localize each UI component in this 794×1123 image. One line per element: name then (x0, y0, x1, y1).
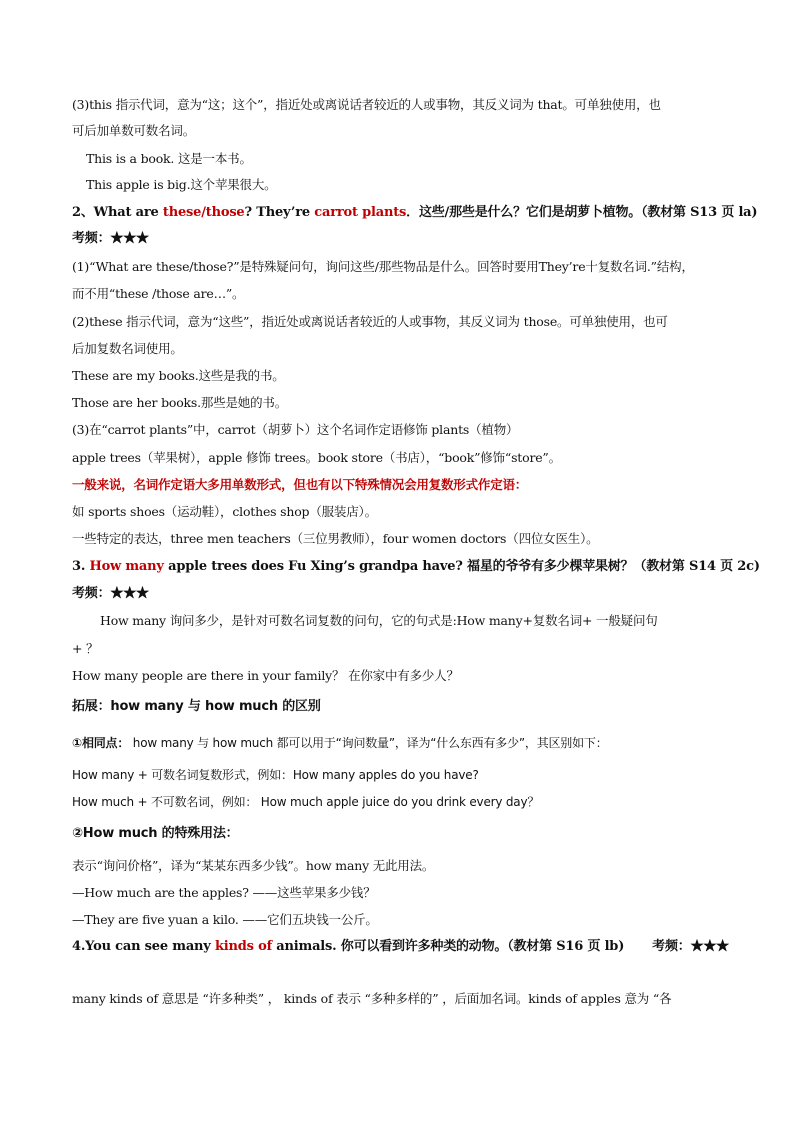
rule-line: How much + 不可数名词，例如： How much apple juice do you drink every day？ (72, 795, 540, 809)
frequency-label: 考频：★★★ (72, 586, 149, 601)
paragraph-line: (1)“What are these/those?”是特殊疑问句，询问这些/那些物品是什么。回答时要用They’re十复数名词.”结构， (72, 259, 694, 274)
example-line: Those are her books.那些是她的书。 (72, 395, 288, 410)
similarity-line (72, 734, 734, 752)
highlight-text: How many (89, 559, 164, 574)
paragraph-line: (2)these 指示代词，意为“这些”，指近处或离说话者较近的人或事物，其反义词为 those。可单独使用，也可 (72, 314, 668, 329)
frequency-label: 考频：★★★ (652, 939, 729, 954)
paragraph-line: many kinds of 意思是 “许多种类” ， kinds of 表示 “多种多样的” ，后面加名词。kinds of apples 意为 “各 (72, 991, 672, 1006)
paragraph-line: How many 询问多少，是针对可数名词复数的问句，它的句式是:How many+复数名词+ 一般疑问句 (100, 613, 658, 628)
extension-title: 拓展：how many 与 how much 的区别 (72, 699, 321, 714)
section-4-heading (72, 938, 734, 956)
highlight-text: these/those (162, 205, 245, 220)
rule-highlight: 一般来说，名词作定语大多用单数形式，但也有以下特殊情况会用复数形式作定语： (72, 477, 528, 492)
paragraph-line: 后加复数名词使用。 (72, 341, 183, 356)
paragraph-line: 如 sports shoes（运动鞋），clothes shop（服装店）。 (72, 504, 377, 519)
highlight-text: carrot plants (314, 205, 407, 220)
heading-text: 3. (72, 559, 90, 574)
paragraph-line: (3)在“carrot plants”中，carrot（胡萝卜）这个名词作定语修饰 plants（植物） (72, 422, 519, 437)
dialogue-line: —How much are the apples? ——这些苹果多少钱？ (72, 885, 376, 900)
heading-text: 2、What are (72, 205, 163, 220)
paragraph-line: + ？ (72, 641, 99, 656)
section-2-heading (72, 204, 758, 222)
highlight-text: kinds of (214, 939, 272, 954)
heading-text: 4.You can see many (72, 939, 215, 954)
paragraph-line: apple trees（苹果树），apple 修饰 trees。book store（书店），“book”修饰“store”。 (72, 450, 561, 465)
heading-text: animals. 你可以看到许多种类的动物。（教材第 S16 页 lb) (271, 939, 625, 954)
paragraph-line: (3)this 指示代词，意为“这；这个”，指近处或离说话者较近的人或事物，其反义词为 that。可单独使用，也 (72, 97, 661, 112)
paragraph-line: 一些特定的表达，three men teachers（三位男教师），four women doctors（四位女医生）。 (72, 531, 599, 546)
frequency-label: 考频：★★★ (72, 231, 149, 246)
example-line: This apple is big.这个苹果很大。 (86, 177, 277, 192)
paragraph-line: 而不用“these /those are…”。 (72, 286, 245, 301)
heading-text: ? They’re (244, 205, 315, 220)
similarity-title: ①相同点： (72, 736, 130, 750)
section-3-heading (72, 558, 760, 576)
rule-line: How many + 可数名词复数形式，例如：How many apples do you have? (72, 768, 479, 782)
example-line: These are my books.这些是我的书。 (72, 368, 285, 383)
heading-text: apple trees does Fu Xing’s grandpa have? 福星的爷爷有多少棵苹果树？（教材第 S14 页 2c) (163, 559, 760, 574)
example-line: This is a book. 这是一本书。 (86, 151, 252, 166)
heading-text: ．这些/那些是什么？它们是胡萝卜植物。（教材第 S13 页 la) (406, 205, 758, 220)
dialogue-line: —They are five yuan a kilo. ——它们五块钱一公斤。 (72, 912, 378, 927)
special-usage-title: ②How much 的特殊用法： (72, 826, 239, 841)
similarity-text: how many 与 how much 都可以用于“询问数量”，译为“什么东西有多少”，其区别如下： (129, 736, 608, 750)
paragraph-line: 可后加单数可数名词。 (72, 123, 196, 138)
paragraph-line: 表示“询问价格”，译为“某某东西多少钱”。how many 无此用法。 (72, 858, 435, 873)
example-line: How many people are there in your family？ 在你家中有多少人？ (72, 668, 459, 683)
